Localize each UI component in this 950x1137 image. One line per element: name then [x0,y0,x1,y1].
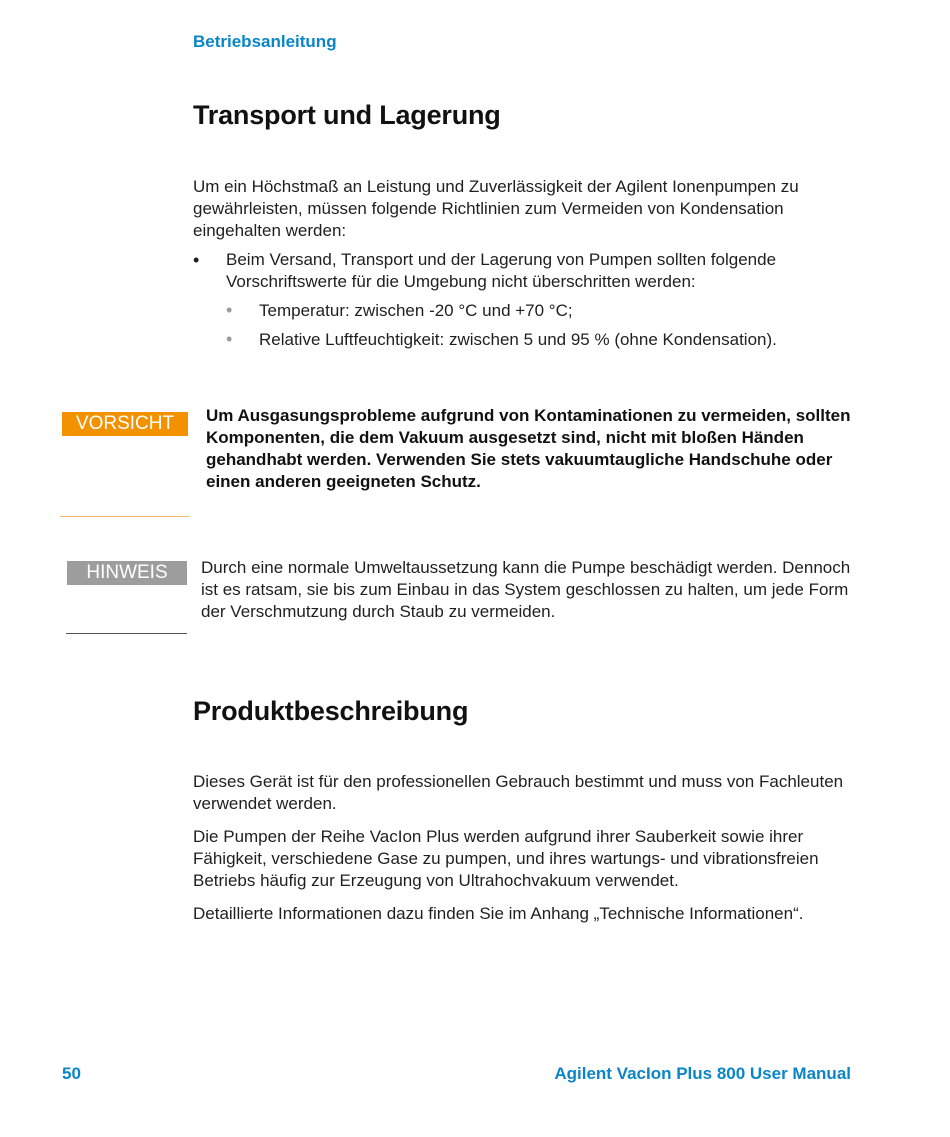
bullet-text: Beim Versand, Transport und der Lagerung von Pumpen sollten folgende Vorschriftswerte für die Umgebung nicht überschritten werden: [226,250,777,291]
list-item [226,329,856,351]
sub-bullet-icon: • [226,329,233,349]
product-paragraph-2: Die Pumpen der Reihe VacIon Plus werden aufgrund ihrer Sauberkeit sowie ihrer Fähigkeit, verschiedene Gase zu pumpen, und ihres wartungs- und vibrationsfreien Betriebs häufig zur Erzeugung von Ultrahochvakuum verwendet. [193,827,819,890]
product-paragraph-1: Dieses Gerät ist für den professionellen Gebrauch bestimmt und muss von Fachleuten verwendet werden. [193,772,844,813]
caution-text: Um Ausgasungsprobleme aufgrund von Kontaminationen zu vermeiden, sollten Komponenten, die dem Vakuum ausgesetzt sind, nicht mit bloßen Händen gehandhabt werden. Verwenden Sie stets vakuumtaugliche Handschuhe oder einen anderen geeigneten Schutz. [206,406,851,491]
transport-intro-paragraph: Um ein Höchstmaß an Leistung und Zuverlässigkeit der Agilent Ionenpumpen zu gewährleisten, müssen folgende Richtlinien zum Vermeiden von Kondensation eingehalten werden: [193,177,799,240]
bullet-icon: • [193,250,200,270]
section-title-product: Produktbeschreibung [193,696,469,726]
list-item [226,300,856,322]
caution-divider [60,516,189,517]
manual-title: Agilent VacIon Plus 800 User Manual [554,1064,851,1083]
note-divider [66,633,187,634]
product-paragraph-3: Detaillierte Informationen dazu finden Sie im Anhang „Technische Informationen“. [193,904,804,923]
sub-bullet-text: Temperatur: zwischen -20 °C und +70 °C; [259,301,573,320]
section-title-transport: Transport und Lagerung [193,100,501,130]
page-number: 50 [62,1064,81,1083]
running-header: Betriebsanleitung [193,32,337,51]
sub-bullet-text: Relative Luftfeuchtigkeit: zwischen 5 und 95 % (ohne Kondensation). [259,330,777,349]
sub-bullet-icon: • [226,300,233,320]
note-text: Durch eine normale Umweltaussetzung kann die Pumpe beschädigt werden. Dennoch ist es ratsam, sie bis zum Einbau in das System geschlossen zu halten, um jede Form der Verschmutzung durch Staub zu vermeiden. [201,558,851,621]
caution-badge: VORSICHT [62,412,188,436]
note-badge: HINWEIS [67,561,187,585]
list-item [193,249,863,293]
